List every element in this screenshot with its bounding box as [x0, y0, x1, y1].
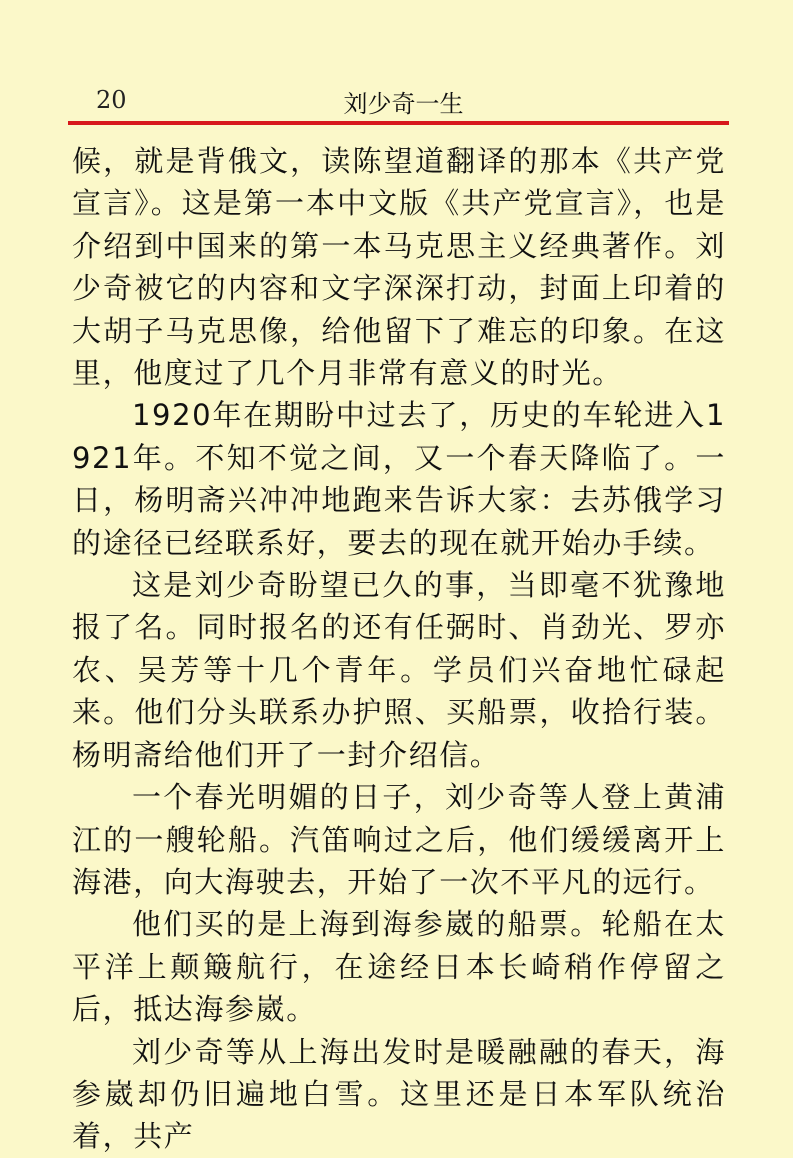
paragraph-continued: 候，就是背俄文，读陈望道翻译的那本《共产党宣言》。这是第一本中文版《共产党宣言》，也是介绍到中国来的第一本马克思主义经典著作。刘少奇被它的内容和文字深深打动，封面上印着的大胡子马克思像，给他留下了难忘的印象。在这里，他度过了几个月非常有意义的时光。	[72, 144, 726, 391]
paragraph: 刘少奇等从上海出发时是暖融融的春天，海参崴却仍旧遍地白雪。这里还是日本军队统治着，共产	[72, 1034, 726, 1154]
body-text	[72, 140, 726, 1158]
page-header	[68, 84, 729, 120]
running-title: 刘少奇一生	[343, 90, 464, 118]
header-rule	[68, 121, 729, 125]
paragraph: 一个春光明媚的日子，刘少奇等人登上黄浦江的一艘轮船。汽笛响过之后，他们缓缓离开上海港，向大海驶去，开始了一次不平凡的远行。	[72, 780, 726, 899]
page-number: 20	[96, 86, 127, 114]
paragraph: 1920年在期盼中过去了，历史的车轮进入1921年。不知不觉之间，又一个春天降临了。一日，杨明斋兴冲冲地跑来告诉大家：去苏俄学习的途径已经联系好，要去的现在就开始办手续。	[72, 398, 726, 560]
paragraph: 他们买的是上海到海参崴的船票。轮船在太平洋上颠簸航行，在途经日本长崎稍作停留之后，抵达海参崴。	[72, 907, 726, 1027]
paragraph: 这是刘少奇盼望已久的事，当即毫不犹豫地报了名。同时报名的还有任弼时、肖劲光、罗亦农、吴芳等十几个青年。学员们兴奋地忙碌起来。他们分头联系办护照、买船票，收拾行装。杨明斋给他们开了一封介绍信。	[72, 568, 726, 772]
